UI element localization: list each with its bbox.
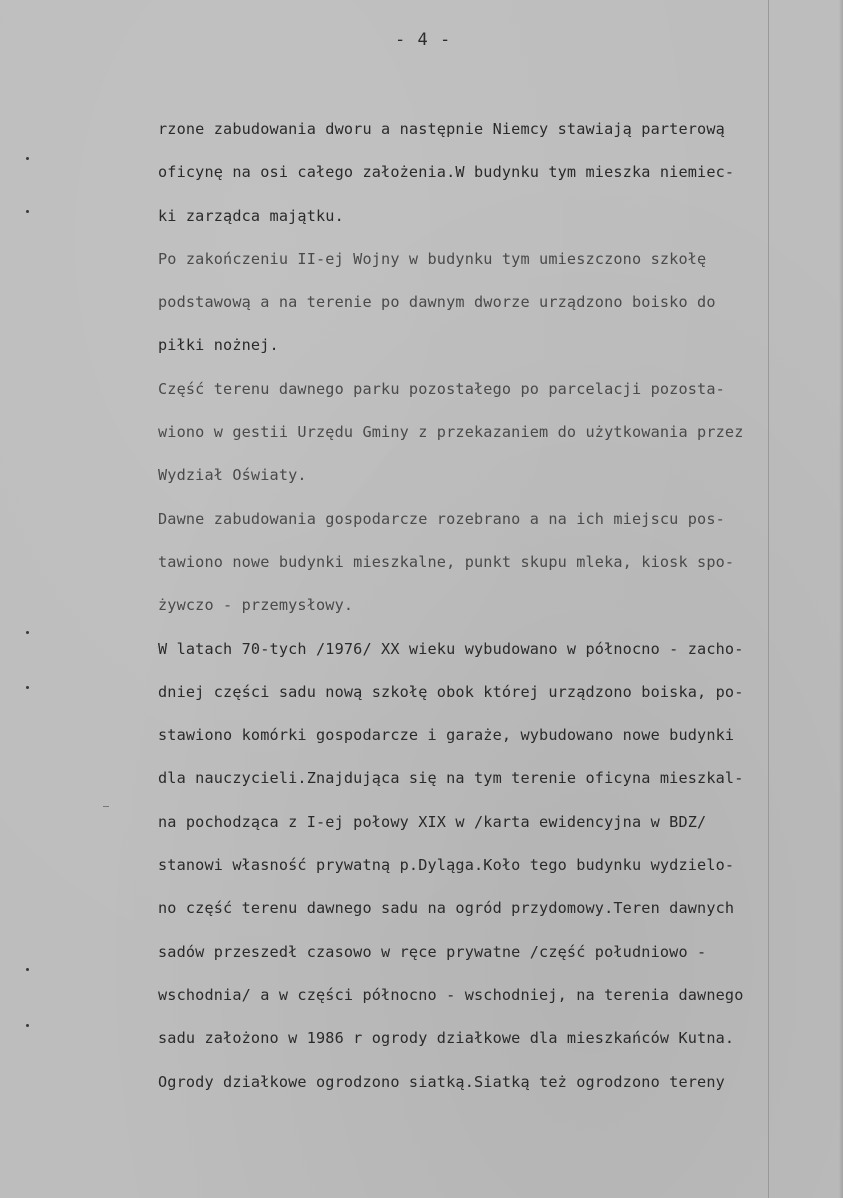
text-line: Wydział Oświaty. bbox=[158, 466, 307, 485]
margin-punch-mark bbox=[26, 210, 29, 213]
text-line: żywczo - przemysłowy. bbox=[158, 596, 354, 615]
margin-tick-mark bbox=[103, 806, 109, 807]
text-line: piłki nożnej. bbox=[158, 336, 279, 355]
text-line: tawiono nowe budynki mieszkalne, punkt skupu mleka, kiosk spo- bbox=[158, 552, 735, 571]
text-line: rzone zabudowania dworu a następnie Niemcy stawiają parterową bbox=[158, 120, 725, 138]
margin-punch-mark bbox=[26, 968, 29, 971]
text-line: wiono w gestii Urzędu Gminy z przekazaniem do użytkowania przez bbox=[158, 423, 744, 442]
text-line: stanowi własność prywatną p.Dyląga.Koło tego budynku wydzielo- bbox=[158, 856, 735, 875]
text-line: sadu założono w 1986 r ogrody działkowe dla mieszkańców Kutna. bbox=[158, 1029, 735, 1048]
text-line: dla nauczycieli.Znajdująca się na tym terenie oficyna mieszkal- bbox=[158, 769, 744, 788]
text-line: stawiono komórki gospodarcze i garaże, wybudowano nowe budynki bbox=[158, 726, 735, 745]
text-line: sadów przeszedł czasowo w ręce prywatne /część południowo - bbox=[158, 942, 707, 961]
margin-punch-mark bbox=[26, 157, 29, 160]
text-line: Po zakończeniu II-ej Wojny w budynku tym umieszczono szkołę bbox=[158, 249, 707, 268]
text-line: Ogrody działkowe ogrodzono siatką.Siatką też ogrodzono tereny bbox=[158, 1072, 725, 1091]
text-line: no część terenu dawnego sadu na ogród przydomowy.Teren dawnych bbox=[158, 899, 735, 918]
text-line: dniej części sadu nową szkołę obok której urządzono boiska, po- bbox=[158, 682, 744, 701]
text-line: W latach 70-tych /1976/ XX wieku wybudowano w północno - zacho- bbox=[158, 639, 744, 658]
text-line: na pochodząca z I-ej połowy XIX w /karta ewidencyjna w BDZ/ bbox=[158, 812, 707, 831]
text-line: podstawową a na terenie po dawnym dworze urządzono boisko do bbox=[158, 293, 716, 312]
text-line: wschodnia/ a w części północno - wschodniej, na terenia dawnego bbox=[158, 985, 744, 1004]
text-line: Część terenu dawnego parku pozostałego po parcelacji pozosta- bbox=[158, 379, 725, 398]
text-line: ki zarządca majątku. bbox=[158, 206, 344, 225]
margin-punch-mark bbox=[26, 631, 29, 634]
text-line: Dawne zabudowania gospodarcze rozebrano a na ich miejscu pos- bbox=[158, 509, 725, 528]
page-edge-shadow bbox=[839, 0, 843, 1198]
margin-punch-mark bbox=[26, 1024, 29, 1027]
typewritten-text-block bbox=[158, 114, 828, 1110]
page-number: - 4 - bbox=[395, 30, 452, 50]
text-line: oficynę na osi całego założenia.W budynku tym mieszka niemiec- bbox=[158, 163, 735, 182]
margin-punch-mark bbox=[26, 686, 29, 689]
